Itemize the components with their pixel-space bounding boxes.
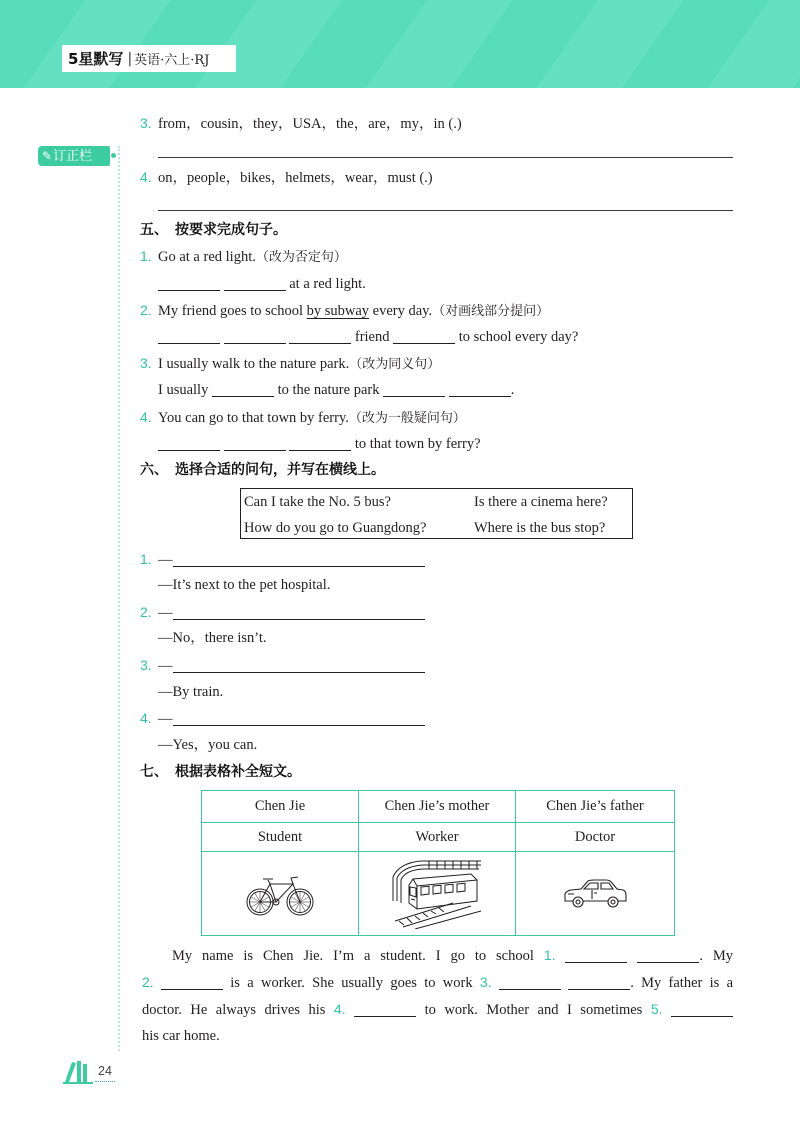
reorder-item-4: [140, 167, 433, 187]
answer-blank: [212, 383, 274, 397]
section-title: 根据表格补全短文。: [175, 764, 301, 780]
transform-item-1: [140, 246, 347, 266]
answer-text: to that town by ferry?: [354, 436, 481, 452]
item-instruction: （改为否定句）: [255, 250, 347, 265]
answer-blank: [224, 437, 286, 451]
dialogue-reply-2: —No，there isn’t.: [158, 630, 267, 646]
passage-blank: [565, 949, 627, 963]
pencil-icon: ✎: [42, 149, 53, 163]
table-cell-job: Student: [202, 823, 359, 852]
section-heading-6: [140, 460, 385, 480]
transform-item-4: [140, 407, 466, 427]
answer-text: friend: [354, 329, 390, 345]
info-table: [201, 790, 675, 936]
item-sentence-after: every day.: [372, 303, 433, 319]
passage-text: his car home.: [142, 1028, 220, 1044]
item-number: 2.: [140, 302, 152, 318]
dialogue-dash: —: [158, 552, 173, 568]
series-label: [62, 45, 236, 72]
dialogue-reply-1: —It’s next to the pet hospital.: [158, 577, 331, 593]
answer-rule: [158, 157, 733, 158]
dialogue-dash: —: [158, 658, 173, 674]
item-sentence: You can go to that town by ferry.: [158, 410, 349, 426]
books-icon: [63, 1058, 93, 1084]
table-cell-name: Chen Jie’s mother: [359, 791, 516, 823]
item-instruction: （改为同义句）: [349, 357, 441, 372]
answer-blank: [393, 330, 455, 344]
table-cell-transport: [359, 852, 516, 936]
answer-blank: [289, 437, 351, 451]
question-blank: [173, 606, 425, 620]
item-number: 1.: [140, 248, 152, 264]
car-icon: [562, 877, 628, 911]
dialogue-question-2: [140, 602, 425, 622]
item-number: 2.: [140, 604, 152, 620]
passage-line-1: [172, 945, 733, 965]
passage-text: doctor. He always drives his: [142, 1002, 326, 1018]
passage-blank: [354, 1003, 416, 1017]
transform-item-3: [140, 353, 440, 373]
reorder-item-3: [140, 113, 462, 133]
section-title: 选择合适的问句，并写在横线上。: [175, 462, 385, 478]
item-number: 3.: [140, 657, 152, 673]
passage-text: . My father is a: [630, 975, 734, 991]
reorder-words: on，people，bikes，helmets，wear，must (.): [158, 170, 433, 186]
bicycle-icon: [246, 871, 314, 917]
blank-number: 5.: [650, 1001, 663, 1017]
item-sentence-before: My friend goes to school: [158, 303, 303, 319]
answer-blank: [449, 383, 511, 397]
question-option: Can I take the No. 5 bus?: [244, 494, 391, 510]
answer-text: .: [510, 382, 515, 398]
underlined-phrase: by subway: [306, 303, 370, 319]
table-row: [202, 823, 675, 852]
answer-text: I usually: [158, 382, 209, 398]
item-number: 3.: [140, 355, 152, 371]
item-number: 4.: [140, 409, 152, 425]
dialogue-reply-4: —Yes，you can.: [158, 737, 258, 753]
item-instruction: （对画线部分提问）: [432, 304, 550, 319]
passage-blank: [671, 1003, 733, 1017]
passage-text: . My: [699, 948, 734, 964]
passage-text: is a worker. She usually goes to work: [230, 975, 473, 991]
answer-blank: [383, 383, 445, 397]
answer-text: to school every day?: [458, 329, 579, 345]
blank-number: 4.: [333, 1001, 346, 1017]
section-heading-5: [140, 220, 287, 240]
table-row: [202, 852, 675, 936]
item-number: 4.: [140, 710, 152, 726]
tag-dot: [111, 153, 116, 158]
answer-text: at a red light.: [289, 276, 366, 292]
dialogue-question-4: [140, 708, 425, 728]
blank-number: 3.: [479, 974, 492, 990]
passage-line-4: [142, 1026, 733, 1046]
reorder-words: from，cousin，they，USA，the，are，my，in (.): [158, 116, 462, 132]
section-number: 七、: [140, 764, 168, 780]
question-blank: [173, 659, 425, 673]
answer-line-2: [158, 327, 578, 347]
table-cell-name: Chen Jie: [202, 791, 359, 823]
passage-line-3: [142, 999, 733, 1019]
answer-line-4: [158, 434, 481, 454]
dialogue-reply-3: —By train.: [158, 684, 224, 700]
answer-text: to the nature park: [277, 382, 380, 398]
table-cell-transport: [516, 852, 675, 936]
answer-line-3: [158, 380, 514, 400]
series-brand: 5星默写: [68, 50, 124, 68]
answer-blank: [224, 277, 286, 291]
dialogue-question-3: [140, 655, 425, 675]
answer-rule: [158, 210, 733, 211]
answer-blank: [158, 437, 220, 451]
passage-line-2: [142, 972, 733, 992]
answer-blank: [224, 330, 286, 344]
question-options-box: [240, 488, 633, 539]
dialogue-dash: —: [158, 605, 173, 621]
table-row: [202, 791, 675, 823]
header-band: [0, 0, 800, 88]
passage-text: My name is Chen Jie. I’m a student. I go to school: [172, 948, 534, 964]
table-cell-name: Chen Jie’s father: [516, 791, 675, 823]
item-number: 1.: [140, 551, 152, 567]
question-option: Where is the bus stop?: [474, 520, 606, 536]
series-subject: 英语·六上·RJ: [134, 53, 210, 68]
item-instruction: （改为一般疑问句）: [348, 411, 466, 426]
item-sentence: I usually walk to the nature park.: [158, 356, 350, 372]
dialogue-question-1: [140, 549, 425, 569]
series-divider: |: [127, 50, 133, 67]
answer-blank: [158, 277, 220, 291]
section-title: 按要求完成句子。: [175, 222, 287, 238]
section-heading-7: [140, 762, 301, 782]
transform-item-2: [140, 300, 549, 320]
correction-column-tag: [38, 146, 110, 166]
correction-column-label: 订正栏: [53, 149, 93, 164]
item-sentence: Go at a red light.: [158, 249, 256, 265]
question-option: How do you go to Guangdong?: [244, 520, 427, 536]
page-number: 24: [95, 1064, 115, 1082]
table-cell-job: Worker: [359, 823, 516, 852]
answer-blank: [289, 330, 351, 344]
question-blank: [173, 553, 425, 567]
item-number: 4.: [140, 169, 152, 185]
blank-number: 2.: [142, 974, 154, 990]
passage-blank: [637, 949, 699, 963]
question-option: Is there a cinema here?: [474, 494, 608, 510]
table-cell-job: Doctor: [516, 823, 675, 852]
section-number: 五、: [140, 222, 168, 238]
correction-column-divider: [118, 146, 120, 1051]
table-cell-transport: [202, 852, 359, 936]
passage-blank: [161, 976, 223, 990]
passage-blank: [568, 976, 630, 990]
section-number: 六、: [140, 462, 168, 478]
item-number: 3.: [140, 115, 152, 131]
passage-text: to work. Mother and I sometimes: [424, 1002, 643, 1018]
blank-number: 1.: [543, 947, 556, 963]
train-icon: [391, 859, 483, 929]
dialogue-dash: —: [158, 711, 173, 727]
answer-blank: [158, 330, 220, 344]
passage-blank: [499, 976, 561, 990]
answer-line-1: [158, 274, 366, 294]
question-blank: [173, 712, 425, 726]
